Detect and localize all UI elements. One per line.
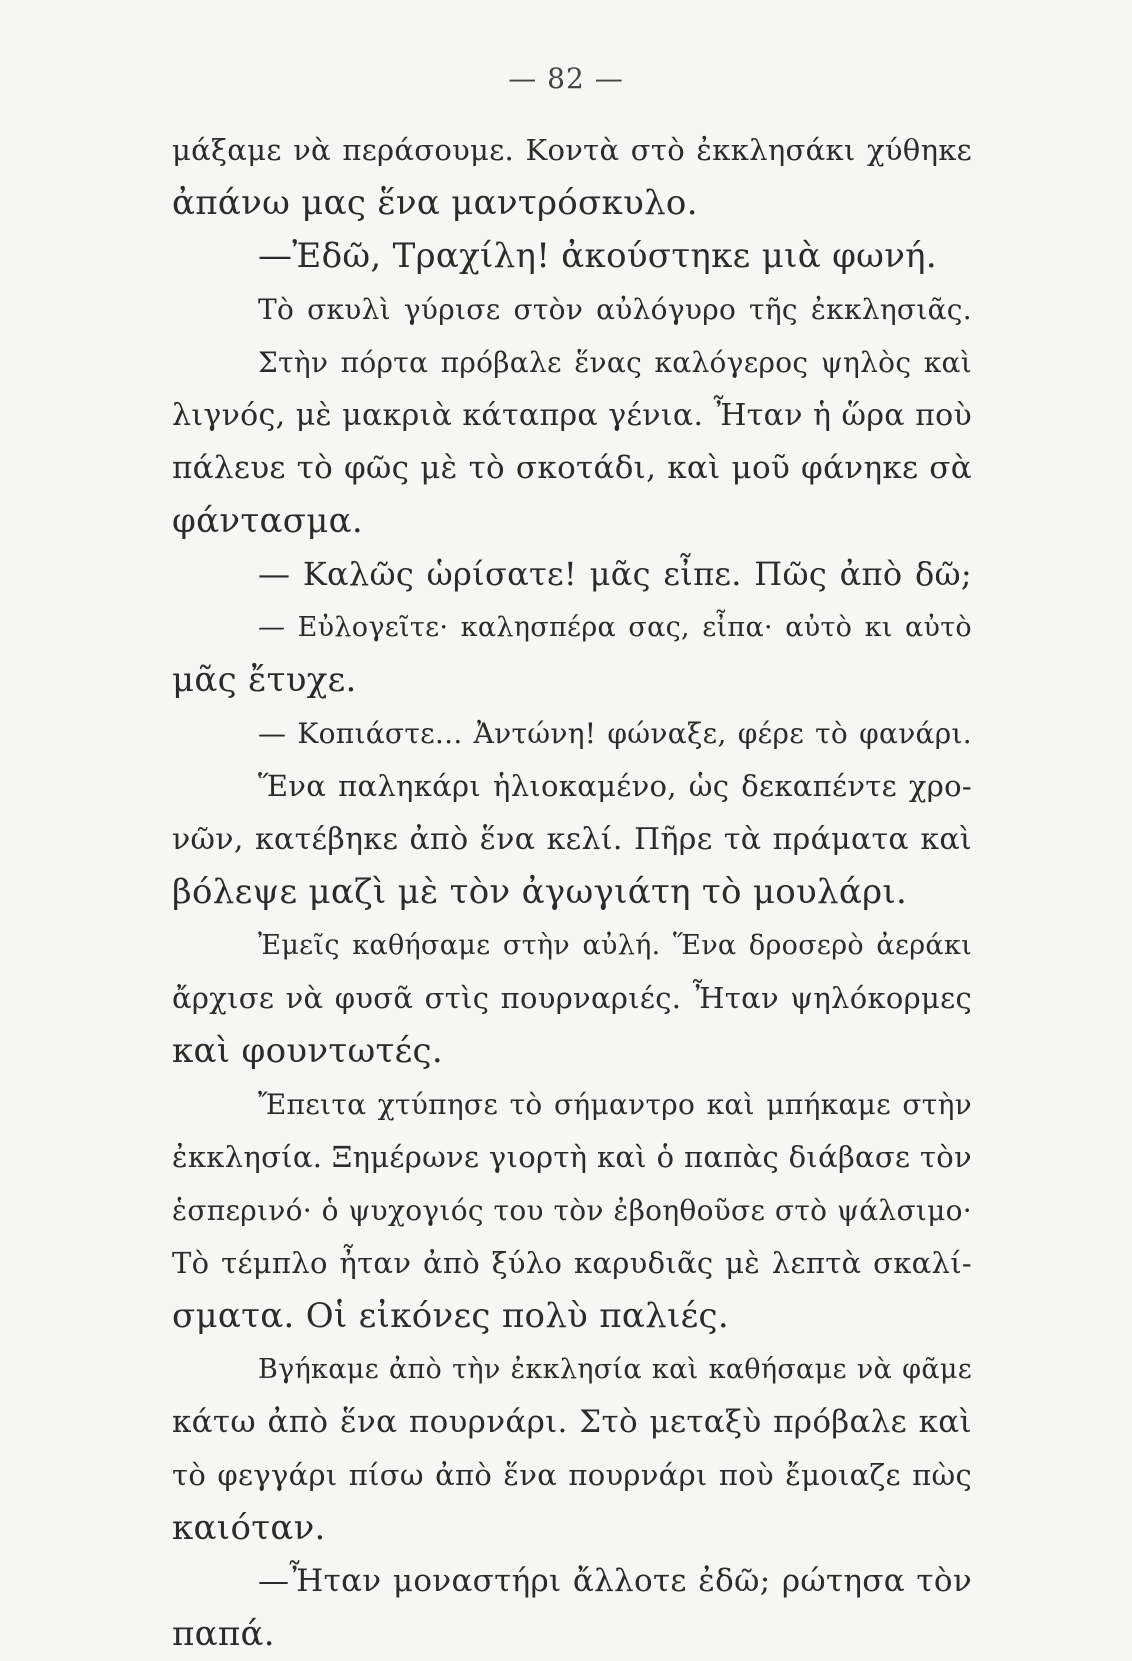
text-line: —Ἦταν μοναστήρι ἄλλοτε ἐδῶ; ρώτησα τὸν	[258, 1563, 972, 1599]
text-line: — Καλῶς ὡρίσατε! μᾶς εἶπε. Πῶς ἀπὸ δῶ;	[258, 555, 972, 593]
page-number: — 82 —	[508, 62, 624, 95]
text-line: καὶ φουντωτές.	[172, 1031, 443, 1071]
text-line: Ἔπειτα χτύπησε τὸ σήμαντρο καὶ μπήκαμε στὴν	[258, 1088, 972, 1121]
body-text	[172, 124, 972, 1661]
text-line: Τὸ τέμπλο ἦταν ἀπὸ ξύλο καρυδιᾶς μὲ λεπτὰ σκαλί-	[172, 1246, 972, 1280]
text-line: Βγήκαμε ἀπὸ τὴν ἐκκλησία καὶ καθήσαμε νὰ φᾶμε	[258, 1354, 972, 1385]
text-line: βόλεψε μαζὶ μὲ τὸν ἀγωγιάτη τὸ μουλάρι.	[172, 872, 908, 912]
text-line: —Ἐδῶ, Τραχίλη! ἀκούστηκε μιὰ φωνή.	[258, 236, 937, 276]
text-line: ἐκκλησία. Ξημέρωνε γιορτὴ καὶ ὁ παπὰς διάβασε τὸν	[172, 1140, 972, 1174]
text-line: μάξαμε νὰ περάσουμε. Κοντὰ στὸ ἐκκλησάκι χύθηκε	[172, 133, 972, 167]
text-line: καιόταν.	[172, 1508, 326, 1548]
text-line: Στὴν πόρτα πρόβαλε ἕνας καλόγερος ψηλὸς καὶ	[258, 346, 972, 379]
text-line: Ἕνα παληκάρι ἡλιοκαμένο, ὡς δεκαπέντε χρο-	[258, 769, 972, 803]
text-line: μᾶς ἔτυχε.	[172, 660, 357, 700]
text-line: πάλευε τὸ φῶς μὲ τὸ σκοτάδι, καὶ μοῦ φάνηκε σὰ	[172, 450, 972, 486]
text-line: σματα. Οἱ εἰκόνες πολὺ παλιές.	[172, 1296, 729, 1336]
text-line: ἄρχισε νὰ φυσᾶ στὶς πουρναριές. Ἦταν ψηλόκορμες	[172, 981, 972, 1015]
text-line: — Κοπιάστε... Ἀντώνη! φώναξε, φέρε τὸ φανάρι.	[258, 717, 972, 750]
text-line: Τὸ σκυλὶ γύρισε στὸν αὐλόγυρο τῆς ἐκκλησιᾶς.	[258, 293, 972, 326]
text-line: Ἐμεῖς καθήσαμε στὴν αὐλή. Ἕνα δροσερὸ ἀεράκι	[258, 930, 972, 961]
text-line: ἀπάνω μας ἕνα μαντρόσκυλο.	[172, 183, 698, 223]
text-line: φάντασμα.	[172, 501, 363, 541]
text-line: — Εὐλογεῖτε· καλησπέρα σας, εἶπα· αὐτὸ κι αὐτὸ	[258, 612, 972, 643]
text-line: τὸ φεγγάρι πίσω ἀπὸ ἕνα πουρνάρι ποὺ ἔμοιαζε πὼς	[172, 1458, 972, 1492]
text-line: λιγνός, μὲ μακριὰ κάταπρα γένια. Ἦταν ἡ ὥρα ποὺ	[172, 398, 972, 433]
text-line: παπά.	[172, 1614, 275, 1654]
text-line: κάτω ἀπὸ ἕνα πουρνάρι. Στὸ μεταξὺ πρόβαλε καὶ	[172, 1404, 972, 1440]
text-line: νῶν, κατέβηκε ἀπὸ ἕνα κελί. Πῆρε τὰ πράματα καὶ	[172, 822, 972, 857]
text-line: ἑσπερινό· ὁ ψυχογιός του τὸν ἐβοηθοῦσε στὸ ψάλσιμο·	[172, 1194, 972, 1227]
